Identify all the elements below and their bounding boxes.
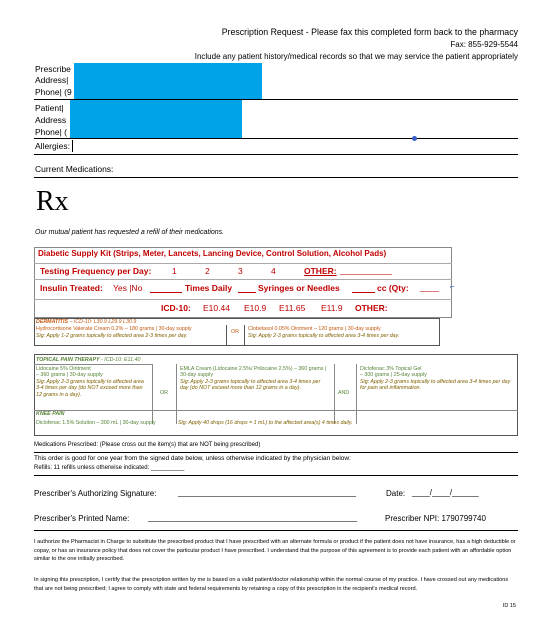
divider <box>226 325 227 346</box>
divider <box>34 364 152 365</box>
dermatitis-or: OR <box>231 329 239 335</box>
divider <box>34 279 452 280</box>
lidocaine-option[interactable] <box>36 366 148 398</box>
date-field[interactable]: ____/____/______ <box>412 488 479 497</box>
valid-text: This order is good for one year from the signed date below, unless otherwise indicated by the physician below: <box>34 455 351 462</box>
form-title: Prescription Request - Please fax this completed form back to the pharmacy <box>221 27 518 37</box>
divider <box>34 263 452 264</box>
prescriber-label: Prescribe <box>35 64 71 74</box>
refills-text[interactable]: Refills: 11 refills unless otherwise indicated: __________ <box>34 465 185 471</box>
patient-redaction <box>70 100 242 138</box>
divider <box>34 138 518 139</box>
divider <box>34 530 518 531</box>
emla-option[interactable] <box>180 366 330 392</box>
emla-name: EMLA Cream (Lidocaine 2.5%/ Prilocaine 2.5%) – 360 grams | 30-day supply <box>180 366 327 379</box>
times-daily-label: Times Daily <box>185 283 233 293</box>
pain-or: OR <box>160 390 168 396</box>
lidocaine-supply: – 360 grams | 30-day supply <box>36 372 103 379</box>
lidocaine-name: Lidocaine 5% Ointment <box>36 366 91 372</box>
divider <box>244 325 245 346</box>
rx-symbol: Rx <box>36 186 69 217</box>
diclofenac-solution-sig: Sig: Apply 40 drops (16 drops = 1 mL) to the affected area(s) 4 times daily. <box>178 420 353 426</box>
knee-title: KNEE PAIN <box>36 411 65 417</box>
insulin-options[interactable]: Yes |No <box>113 283 143 293</box>
icd-other-label: OTHER: <box>355 303 388 313</box>
patient-address-label: Address <box>35 115 67 125</box>
cc-qty-label: cc (Qty: <box>377 283 409 293</box>
dermatitis-codes: – ICD-10: L30.9 L29.9 L30.9 <box>69 319 137 325</box>
divider <box>356 364 357 424</box>
printed-name-label: Prescriber's Printed Name: <box>34 514 130 523</box>
frequency-option-1[interactable]: 1 <box>172 266 177 276</box>
records-note: Include any patient history/medical records so that we may service the patient appropriately <box>194 52 518 61</box>
icd-code[interactable]: E10.9 <box>244 303 267 313</box>
diclofenac-gel-supply: – 300 grams | 25-day supply <box>360 372 427 379</box>
diclofenac-gel-sig: Sig: Apply 2-3 grams topically to affected area 3-4 times per day for pain and inflammation. <box>360 378 511 392</box>
divider <box>176 364 177 424</box>
patient-phone-label: Phone| ( <box>35 127 67 137</box>
syringes-label: Syringes or Needles <box>258 283 340 293</box>
emla-sig: Sig: Apply 2-3 grams topically to affected area 3-4 times per day (do NOT exceed more than 12 grams in a day). <box>180 378 321 392</box>
prescriber-address-label: Address| <box>35 75 69 85</box>
divider <box>152 364 153 424</box>
divider <box>34 452 518 453</box>
pain-codes: - ICD-10: E11.40 <box>101 357 141 363</box>
patient-label: Patient| <box>35 103 64 113</box>
divider <box>34 410 518 411</box>
printed-name-field[interactable]: _______________________________________________ <box>148 513 358 522</box>
cc-qty-blank[interactable]: ____ <box>420 282 439 292</box>
insulin-label: Insulin Treated: <box>40 283 103 293</box>
frequency-option-2[interactable]: 2 <box>205 266 210 276</box>
prescriber-redaction <box>74 63 262 100</box>
diabetic-title: Diabetic Supply Kit (Strips, Meter, Lancets, Lancing Device, Control Solution, Alcohol Pads) <box>38 249 387 258</box>
frequency-other-label: OTHER: <box>304 266 337 276</box>
meds-prescribed-note: Medications Prescribed: (Please cross out the item(s) that are NOT being prescribed) <box>34 442 261 448</box>
certification-paragraph: In signing this prescription, I certify that the prescription written by me is based on a valid patient/doctor relationship within the normal course of my practice. I have crossed out any medications that are not being prescribed; I agree to comply with state and federal requirements by retaining a copy of this prescription in the recipient's medical record. <box>34 577 509 592</box>
frequency-other-blank[interactable]: ___________ <box>340 265 393 275</box>
page-id: ID 15 <box>502 603 516 609</box>
authorization-paragraph: I authorize the Pharmacist in Charge to substitute the prescribed product that I have prescribed with an alternate formula or product if the patient does not have insurance, has a high deductible or copay, or has an insurance policy that does not cover the particular product I have prescribed. I understand that the purpose of this agreement is to provide each patient with an affordable option similar to the one initially prescribed. <box>34 539 516 563</box>
hydrocortisone-option[interactable]: Hydrocortisone Valerate Cream 0.2% – 180 grams | 30-day supply <box>36 326 192 332</box>
syringes-blank[interactable] <box>352 283 375 293</box>
allergies-label: Allergies: <box>35 141 70 151</box>
bracket-icon: ⌐ <box>450 282 455 291</box>
anchor-dot <box>412 136 417 141</box>
hydrocortisone-sig: Sig: Apply 1-2 grams topically to affected area 2-3 times per day. <box>36 333 188 339</box>
frequency-option-3[interactable]: 3 <box>238 266 243 276</box>
refill-note: Our mutual patient has requested a refill of their medications. <box>35 229 225 236</box>
fax-number: Fax: 855-929-5544 <box>450 40 518 49</box>
pain-header <box>36 357 140 363</box>
divider <box>34 299 452 300</box>
signature-field[interactable]: ________________________________________ <box>178 488 356 497</box>
dermatitis-header <box>36 319 136 325</box>
icd-code[interactable]: E10.44 <box>203 303 230 313</box>
diclofenac-solution-option[interactable]: Diclofenac 1.5% Solution – 300 mL | 30-day supply <box>36 420 156 426</box>
pain-and: AND <box>338 390 350 396</box>
times-daily-blank[interactable] <box>238 283 256 293</box>
dermatitis-title: DERMATITIS <box>36 319 68 325</box>
signature-label: Prescriber's Authorizing Signature: <box>34 489 157 498</box>
frequency-option-4[interactable]: 4 <box>271 266 276 276</box>
diclofenac-gel-option[interactable] <box>360 366 512 392</box>
prescriber-phone-label: Phone| (9 <box>35 87 72 97</box>
text-cursor <box>72 140 73 152</box>
lidocaine-sig: Sig: Apply 2-3 grams topically to affected area 3-4 times per day (do NOT exceed more than 12 grams in a day). <box>36 378 144 398</box>
icd-code[interactable]: E11.9 <box>321 303 343 313</box>
icd-label: ICD-10: <box>161 303 191 313</box>
insulin-blank[interactable] <box>150 283 182 293</box>
icd-code[interactable]: E11.65 <box>279 303 306 313</box>
clobetasol-option[interactable]: Clobetasol 0.05% Ointment – 120 grams | 30-day supply <box>248 326 381 332</box>
date-label: Date: <box>386 489 406 498</box>
divider <box>34 177 518 178</box>
testing-frequency-label: Testing Frequency per Day: <box>40 266 152 276</box>
divider <box>334 364 335 424</box>
pain-title: TOPICAL PAIN THERAPY <box>36 357 100 363</box>
npi-label: Prescriber NPI: 1790799740 <box>385 514 486 523</box>
divider <box>34 154 518 155</box>
diclofenac-gel-name: Diclofenac 3% Topical Gel <box>360 366 422 372</box>
clobetasol-sig: Sig: Apply 2-3 grams topically to affected area 3-4 times per day. <box>248 333 400 339</box>
current-medications-label: Current Medications: <box>35 164 114 174</box>
divider <box>34 475 518 476</box>
